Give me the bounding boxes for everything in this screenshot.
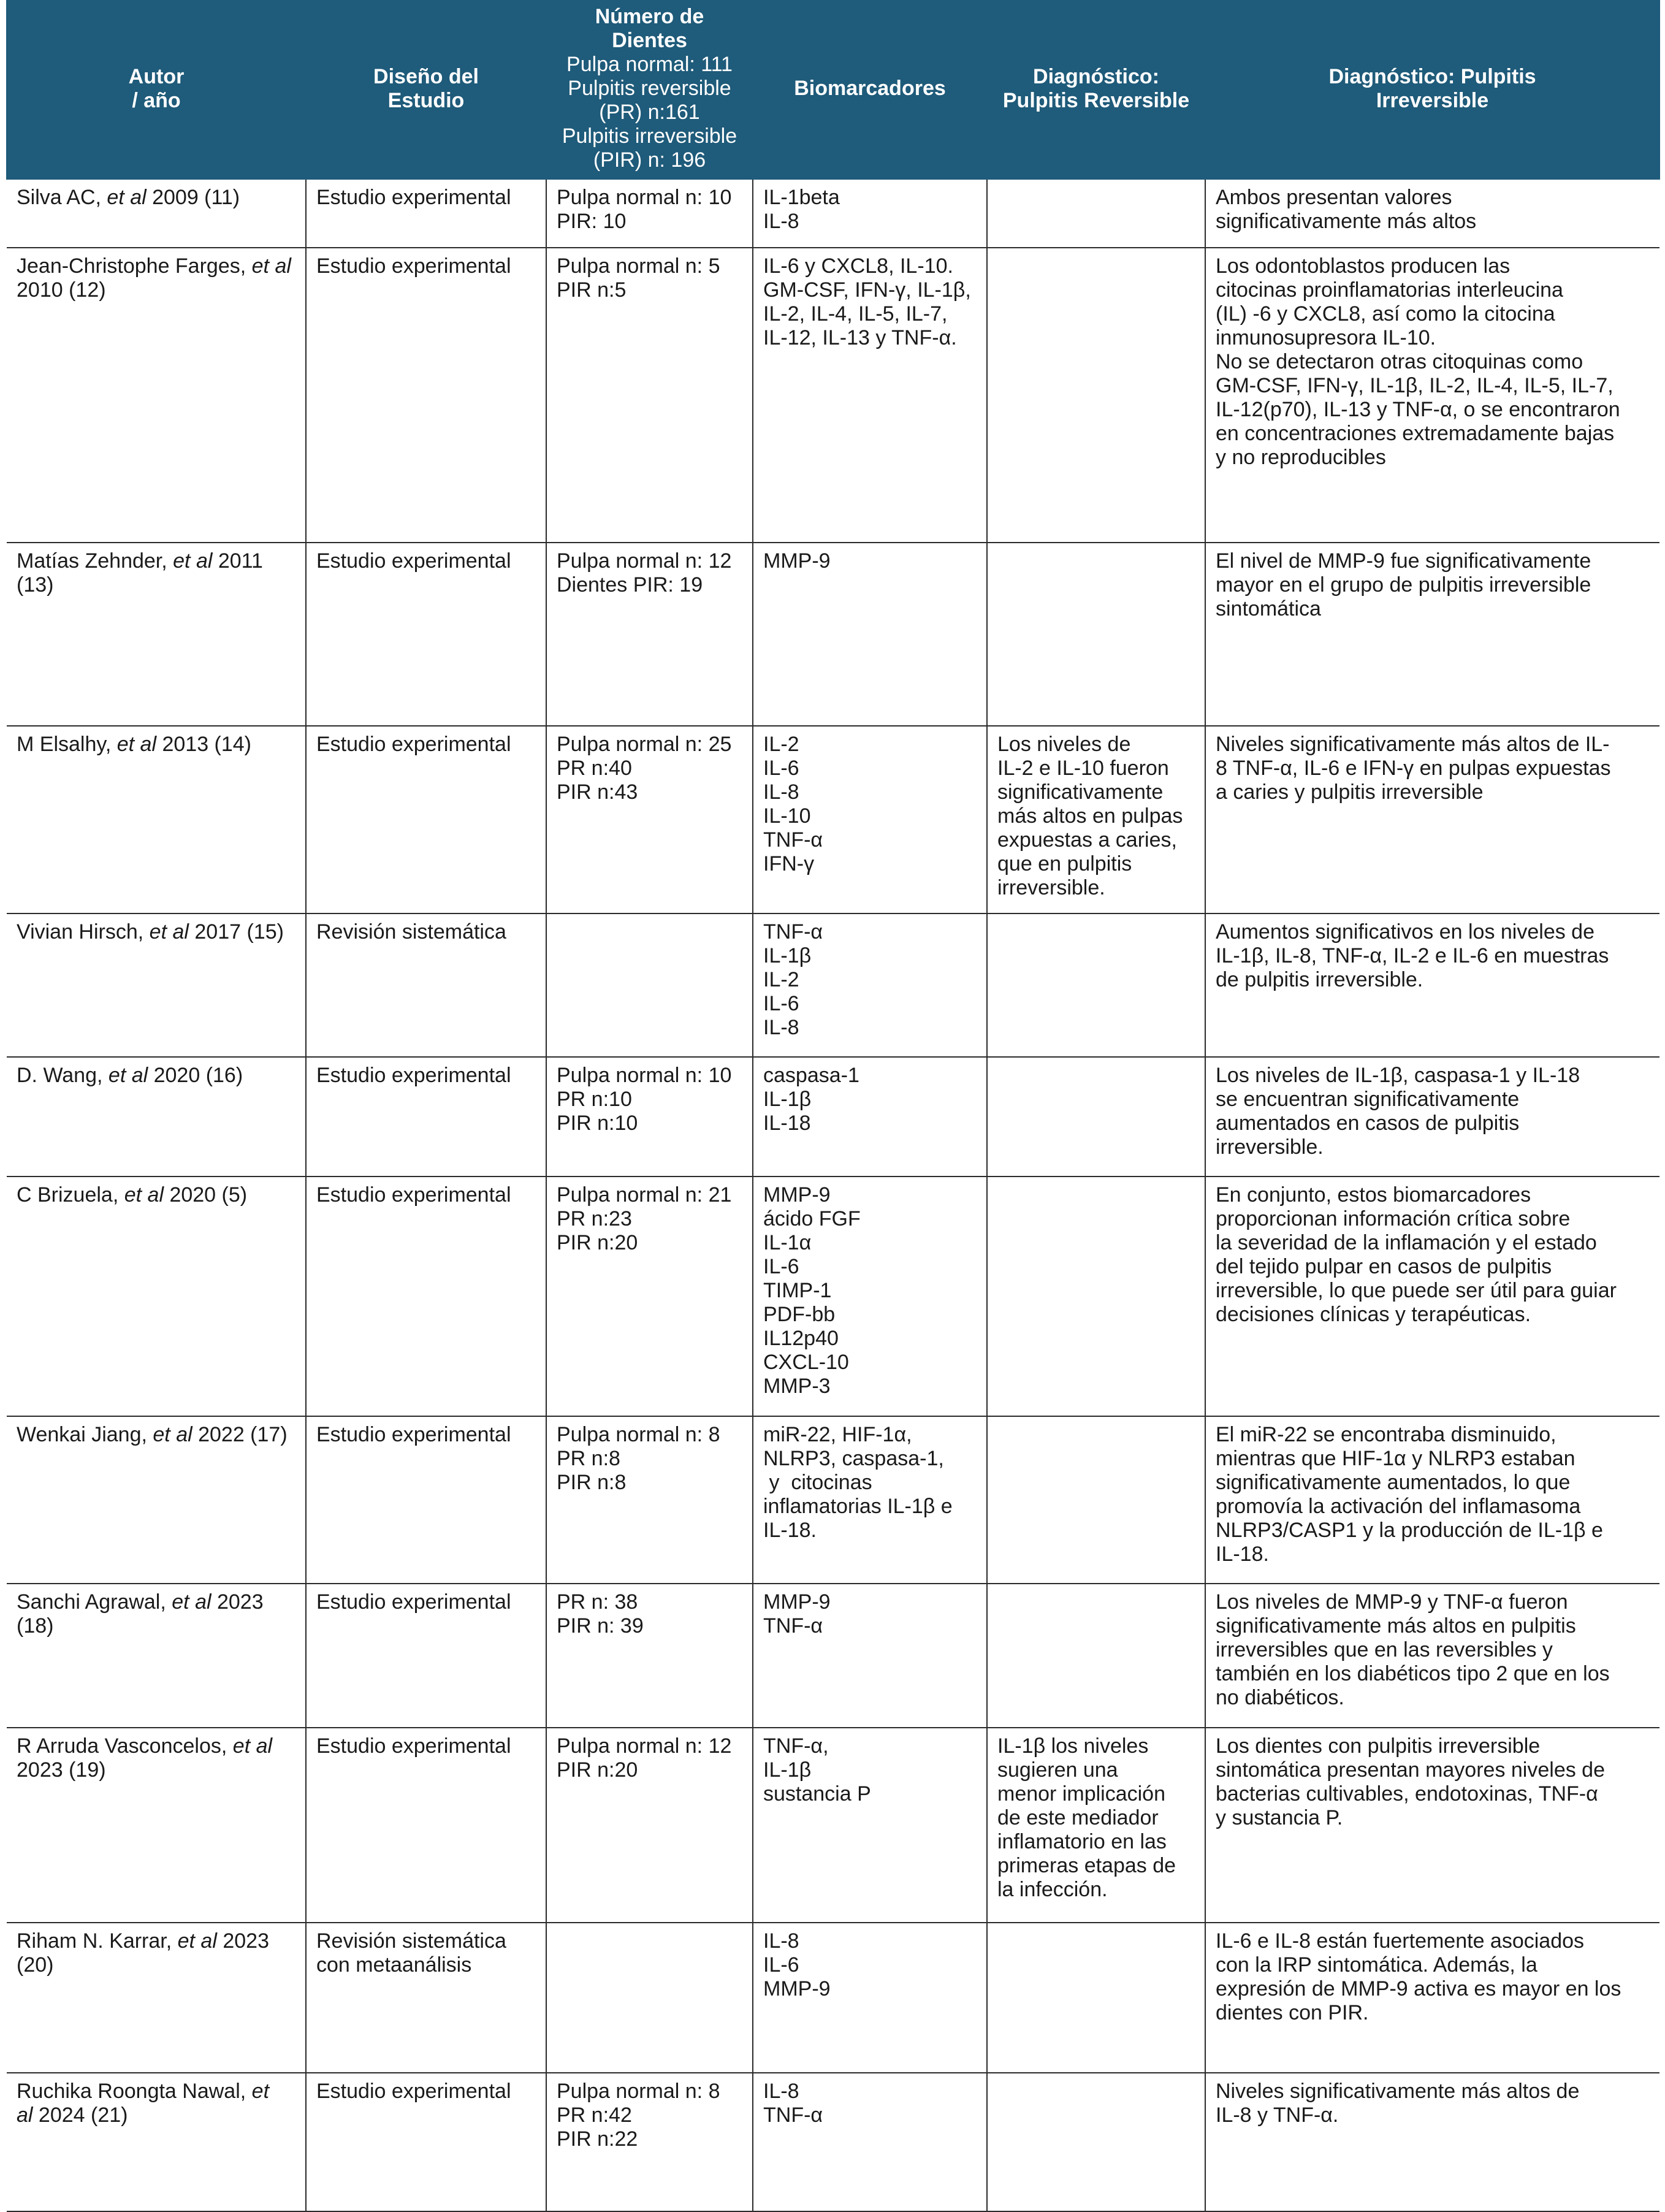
cell-author [7,1728,306,1923]
cell-author [7,726,306,913]
cell-design [306,248,546,543]
cell-dx-reversible-text: IL-1β los niveles sugieren una menor implicación de este mediador inflamatorio en las primeras etapas de la infección. [997,1734,1176,1901]
cell-teeth [546,248,753,543]
cell-teeth-text: Pulpa normal n: 12 Dientes PIR: 19 [557,549,732,597]
author-et: et al [108,1064,148,1087]
cell-author [7,1177,306,1416]
table-row [7,913,1659,1057]
cell-dx-reversible [987,1177,1205,1416]
cell-design-text: Estudio experimental [316,254,511,278]
cell-teeth [546,543,753,726]
cell-dx-irreversible-text: Ambos presentan valores significativamente más altos [1216,186,1477,233]
cell-biomarkers-text: IL-8 TNF-α [763,2080,823,2127]
table-row [7,1177,1659,1416]
cell-biomarkers [753,178,987,248]
header-teeth-subtitle: Pulpa normal: 111 Pulpitis reversible (PR) n:161 Pulpitis irreversible (PIR) n: 196 [562,53,737,172]
cell-dx-irreversible [1205,913,1659,1057]
cell-author [7,1416,306,1584]
cell-biomarkers-text: TNF-α IL-1β IL-2 IL-6 IL-8 [763,920,823,1039]
cell-design [306,726,546,913]
author-post: 2024 (21) [32,2103,128,2127]
cell-dx-irreversible [1205,1584,1659,1728]
cell-biomarkers-text: IL-1beta IL-8 [763,186,840,233]
cell-teeth [546,1177,753,1416]
cell-design [306,1923,546,2073]
cell-biomarkers-text: IL-2 IL-6 IL-8 IL-10 TNF-α IFN-γ [763,733,823,875]
cell-dx-reversible [987,1416,1205,1584]
cell-dx-irreversible [1205,1728,1659,1923]
header-teeth-title: Número de Dientes [595,5,710,52]
cell-dx-irreversible-text: IL-6 e IL-8 están fuertemente asociados con la IRP sintomática. Además, la expresión de MMP-9 activa es mayor en los dientes con PIR. [1216,1929,1621,2024]
cell-author [7,2073,306,2211]
author-et: et al [149,920,189,944]
author-post: 2020 (16) [148,1064,243,1087]
cell-biomarkers-text: MMP-9 TNF-α [763,1590,831,1638]
cell-biomarkers [753,2073,987,2211]
author-pre: Sanchi Agrawal, [17,1590,172,1614]
cell-author [7,1057,306,1177]
header-author: Autor / año [7,0,306,178]
cell-biomarkers [753,1416,987,1584]
cell-dx-irreversible-text: Los niveles de MMP-9 y TNF-α fueron significativamente más altos en pulpitis irreversibles que en las reversibles y también en los diabéticos tipo 2 que en los no diabéticos. [1216,1590,1610,1709]
author-post: 2011 (13) [17,549,263,597]
cell-design-text: Estudio experimental [316,1590,511,1614]
header-design: Diseño del Estudio [306,0,546,178]
author-pre: Silva AC, [17,186,107,209]
cell-teeth-text: Pulpa normal n: 8 PR n:8 PIR n:8 [557,1423,720,1494]
table-body [7,178,1659,2211]
cell-dx-irreversible [1205,1923,1659,2073]
author-post: 2009 (11) [146,186,240,209]
author-pre: Vivian Hirsch, [17,920,150,944]
cell-design [306,178,546,248]
cell-dx-irreversible-text: Los dientes con pulpitis irreversible sintomática presentan mayores niveles de bacterias cultivables, endotoxinas, TNF-α y sustancia P. [1216,1734,1605,1829]
cell-design [306,1728,546,1923]
author-post: 2013 (14) [156,733,252,756]
author-et: et al [107,186,147,209]
author-post: 2023 (19) [17,1758,106,1782]
cell-dx-irreversible-text: El miR-22 se encontraba disminuido, mientras que HIF-1α y NLRP3 estaban significativamente aumentados, lo que promovía la activación del inflamasoma NLRP3/CASP1 y la producción de IL-1β e IL-18. [1216,1423,1603,1566]
cell-design-text: Revisión sistemática con metaanálisis [316,1929,506,1977]
cell-dx-irreversible [1205,543,1659,726]
cell-teeth-text: Pulpa normal n: 10 PR n:10 PIR n:10 [557,1064,732,1135]
cell-dx-reversible [987,2073,1205,2211]
cell-dx-irreversible-text: Niveles significativamente más altos de IL- 8 TNF-α, IL-6 e IFN-γ en pulpas expuestas a caries y pulpitis irreversible [1216,733,1611,804]
author-et: et al [251,254,291,278]
cell-teeth-text: Pulpa normal n: 8 PR n:42 PIR n:22 [557,2080,720,2151]
author-et: et al [153,1423,192,1446]
cell-teeth [546,2073,753,2211]
cell-dx-irreversible [1205,1177,1659,1416]
cell-biomarkers-text: MMP-9 [763,549,831,573]
cell-dx-irreversible [1205,178,1659,248]
cell-biomarkers [753,248,987,543]
cell-author [7,543,306,726]
author-et: et al [177,1929,217,1953]
cell-teeth [546,726,753,913]
cell-biomarkers-text: IL-6 y CXCL8, IL-10. GM-CSF, IFN-γ, IL-1β, IL-2, IL-4, IL-5, IL-7, IL-12, IL-13 y TNF-α. [763,254,971,349]
table-row [7,1057,1659,1177]
cell-dx-irreversible-text: Los niveles de IL-1β, caspasa-1 y IL-18 se encuentran significativamente aumentados en casos de pulpitis irreversible. [1216,1064,1580,1159]
cell-teeth-text: Pulpa normal n: 12 PIR n:20 [557,1734,732,1782]
cell-dx-irreversible-text: Los odontoblastos producen las citocinas proinflamatorias interleucina (IL) -6 y CXCL8, así como la citocina inmunosupresora IL-10. No se detectaron otras citoquinas como GM-CSF, IFN-γ, IL-1β, IL-2, IL-4, IL-5, IL-7, IL-12(p70), IL-13 y TNF-α, o se encontraron en concentraciones extremadamente bajas y no reproducibles [1216,254,1620,469]
cell-teeth-text: Pulpa normal n: 10 PIR: 10 [557,186,732,233]
header-dx-irreversible: Diagnóstico: Pulpitis Irreversible [1205,0,1659,178]
cell-biomarkers [753,1923,987,2073]
author-pre: M Elsalhy, [17,733,117,756]
cell-biomarkers [753,1177,987,1416]
cell-dx-irreversible-text: En conjunto, estos biomarcadores proporcionan información crítica sobre la severidad de la inflamación y el estado del tejido pulpar en casos de pulpitis irreversible, lo que puede ser útil para guiar decisiones clínicas y terapéuticas. [1216,1183,1617,1326]
cell-biomarkers-text: MMP-9 ácido FGF IL-1α IL-6 TIMP-1 PDF-bb IL12p40 CXCL-10 MMP-3 [763,1183,861,1398]
table-header [7,0,1659,178]
cell-design-text: Estudio experimental [316,549,511,573]
author-pre: Ruchika Roongta Nawal, [17,2080,252,2103]
table-row [7,1728,1659,1923]
cell-biomarkers [753,1057,987,1177]
table-row [7,1416,1659,1584]
cell-teeth-text: PR n: 38 PIR n: 39 [557,1590,644,1638]
cell-design [306,543,546,726]
cell-teeth-text: Pulpa normal n: 5 PIR n:5 [557,254,720,302]
studies-table [6,0,1660,2212]
cell-design-text: Estudio experimental [316,2080,511,2103]
cell-design [306,913,546,1057]
cell-author [7,1584,306,1728]
author-pre: Riham N. Karrar, [17,1929,178,1953]
cell-design-text: Estudio experimental [316,1734,511,1758]
header-biomarkers: Biomarcadores [753,0,987,178]
cell-dx-reversible [987,1584,1205,1728]
cell-biomarkers [753,1728,987,1923]
cell-teeth-text: Pulpa normal n: 25 PR n:40 PIR n:43 [557,733,732,804]
cell-dx-irreversible [1205,248,1659,543]
author-et: et al [124,1183,164,1207]
author-et: et al [116,733,157,756]
author-pre: R Arruda Vasconcelos, [17,1734,233,1758]
table-row [7,726,1659,913]
cell-teeth [546,1057,753,1177]
cell-design [306,1177,546,1416]
author-et: et al [232,1734,273,1758]
cell-dx-irreversible-text: Niveles significativamente más altos de IL-8 y TNF-α. [1216,2080,1580,2127]
cell-biomarkers-text: caspasa-1 IL-1β IL-18 [763,1064,859,1135]
cell-dx-reversible [987,726,1205,913]
header-teeth [546,0,753,178]
author-pre: C Brizuela, [17,1183,124,1207]
table-row [7,178,1659,248]
cell-dx-irreversible-text: El nivel de MMP-9 fue significativamente mayor en el grupo de pulpitis irreversible sintomática [1216,549,1591,620]
cell-dx-reversible [987,1923,1205,2073]
cell-author [7,1923,306,2073]
cell-design [306,2073,546,2211]
author-pre: Wenkai Jiang, [17,1423,153,1446]
cell-teeth-text: Pulpa normal n: 21 PR n:23 PIR n:20 [557,1183,732,1254]
cell-dx-reversible [987,1728,1205,1923]
header-dx-reversible: Diagnóstico: Pulpitis Reversible [987,0,1205,178]
author-post: 2020 (5) [164,1183,248,1207]
cell-design [306,1584,546,1728]
author-et: et al [173,549,213,573]
cell-dx-reversible [987,543,1205,726]
author-et: et al [172,1590,211,1614]
cell-dx-reversible [987,178,1205,248]
author-pre: Jean-Christophe Farges, [17,254,252,278]
cell-dx-irreversible [1205,1416,1659,1584]
author-post: 2023 (20) [17,1929,269,1977]
table-row [7,1584,1659,1728]
table-row [7,248,1659,543]
cell-design-text: Estudio experimental [316,1064,511,1087]
author-post: 2023 (18) [17,1590,264,1638]
cell-biomarkers [753,543,987,726]
author-et: et al [17,2080,270,2127]
author-post: 2010 (12) [17,254,297,302]
cell-design-text: Estudio experimental [316,186,511,209]
cell-design-text: Estudio experimental [316,1423,511,1446]
author-pre: Matías Zehnder, [17,549,173,573]
cell-dx-reversible [987,248,1205,543]
author-pre: D. Wang, [17,1064,109,1087]
cell-dx-irreversible-text: Aumentos significativos en los niveles de IL-1β, IL-8, TNF-α, IL-2 e IL-6 en muestras de pulpitis irreversible. [1216,920,1609,991]
cell-teeth [546,1728,753,1923]
cell-teeth [546,1923,753,2073]
table-row [7,2073,1659,2211]
cell-dx-irreversible [1205,726,1659,913]
cell-biomarkers [753,913,987,1057]
cell-design [306,1057,546,1177]
cell-dx-reversible-text: Los niveles de IL-2 e IL-10 fueron significativamente más altos en pulpas expuestas a caries, que en pulpitis irreversible. [997,733,1183,899]
cell-teeth [546,1416,753,1584]
cell-teeth [546,1584,753,1728]
cell-dx-irreversible [1205,1057,1659,1177]
cell-teeth [546,178,753,248]
table-row [7,1923,1659,2073]
cell-design-text: Estudio experimental [316,1183,511,1207]
cell-design-text: Revisión sistemática [316,920,506,944]
cell-author [7,913,306,1057]
cell-dx-irreversible [1205,2073,1659,2211]
cell-biomarkers [753,726,987,913]
cell-design [306,1416,546,1584]
cell-teeth [546,913,753,1057]
cell-biomarkers-text: TNF-α, IL-1β sustancia P [763,1734,871,1806]
author-post: 2022 (17) [192,1423,288,1446]
cell-author [7,178,306,248]
cell-biomarkers-text: IL-8 IL-6 MMP-9 [763,1929,831,2000]
cell-author [7,248,306,543]
cell-design-text: Estudio experimental [316,733,511,756]
cell-dx-reversible [987,913,1205,1057]
author-post: 2017 (15) [188,920,284,944]
table-row [7,543,1659,726]
cell-biomarkers-text: miR-22, HIF-1α, NLRP3, caspasa-1, y citocinas inflamatorias IL-1β e IL-18. [763,1423,953,1542]
cell-dx-reversible [987,1057,1205,1177]
cell-biomarkers [753,1584,987,1728]
